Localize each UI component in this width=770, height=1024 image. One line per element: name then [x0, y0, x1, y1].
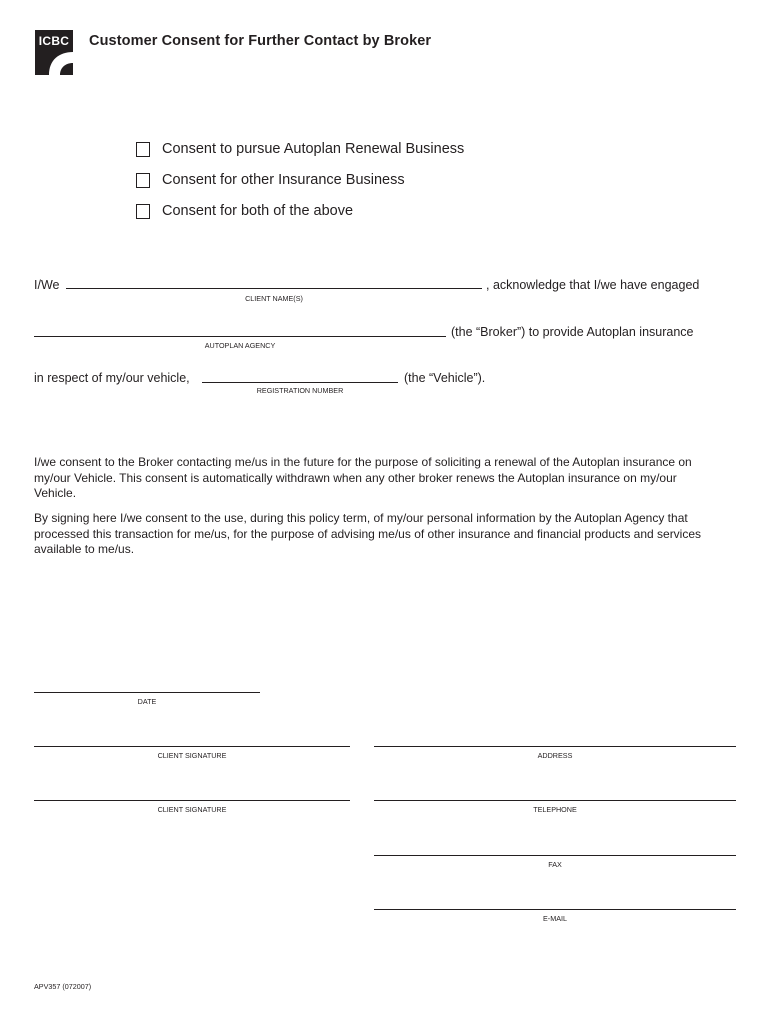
fax-field[interactable] [374, 855, 736, 856]
vehicle-prefix: in respect of my/our vehicle, [34, 371, 190, 385]
iwe-label: I/We [34, 278, 60, 292]
address-field[interactable] [374, 746, 736, 747]
client-signature-1-caption: CLIENT SIGNATURE [157, 751, 227, 760]
consent-option-renewal[interactable] [136, 141, 464, 157]
broker-text: (the “Broker”) to provide Autoplan insurance [451, 325, 694, 339]
checkbox-both[interactable] [136, 204, 150, 219]
checkbox-other[interactable] [136, 173, 150, 188]
consent-option-both[interactable] [136, 203, 353, 219]
telephone-field[interactable] [374, 800, 736, 801]
consent-label-other: Consent for other Insurance Business [162, 172, 405, 188]
client-signature-2-field[interactable] [34, 800, 350, 801]
form-code: APV357 (072007) [34, 982, 92, 991]
client-names-field[interactable] [66, 288, 482, 289]
email-field[interactable] [374, 909, 736, 910]
telephone-caption: TELEPHONE [533, 805, 577, 814]
date-field[interactable] [34, 692, 260, 693]
consent-label-renewal: Consent to pursue Autoplan Renewal Business [162, 141, 465, 157]
registration-caption: REGISTRATION NUMBER [256, 386, 344, 395]
other-business-consent-paragraph: By signing here I/we consent to the use, during this policy term, of my/our personal information by the Autoplan Agency that processed this transaction for me/us, for the purpose of advising me/us of other insurance and financial products and services available to me/us. [34, 511, 702, 556]
fax-caption: FAX [548, 860, 562, 869]
consent-option-other[interactable] [136, 172, 405, 188]
client-names-caption: CLIENT NAME(S) [245, 294, 303, 303]
vehicle-suffix: (the “Vehicle”). [404, 371, 486, 385]
address-caption: ADDRESS [537, 751, 573, 760]
client-signature-1-field[interactable] [34, 746, 350, 747]
email-caption: E-MAIL [543, 914, 567, 923]
consent-label-both: Consent for both of the above [162, 203, 354, 219]
registration-number-field[interactable] [202, 382, 398, 383]
acknowledge-text: , acknowledge that I/we have engaged [486, 278, 700, 292]
checkbox-renewal[interactable] [136, 142, 150, 157]
page-title: Customer Consent for Further Contact by Broker [89, 33, 432, 49]
agency-caption: AUTOPLAN AGENCY [204, 341, 276, 350]
client-signature-2-caption: CLIENT SIGNATURE [157, 805, 227, 814]
renewal-consent-paragraph: I/we consent to the Broker contacting me/us in the future for the purpose of soliciting a renewal of the Autoplan insurance on my/our Vehicle. This consent is automatically withdrawn when any other broker renews the Autoplan insurance on my/our Vehicle. [34, 455, 692, 500]
icbc-logo [35, 30, 73, 75]
date-caption: DATE [137, 697, 157, 706]
autoplan-agency-field[interactable] [34, 336, 446, 337]
logo-text: ICBC [38, 34, 70, 48]
